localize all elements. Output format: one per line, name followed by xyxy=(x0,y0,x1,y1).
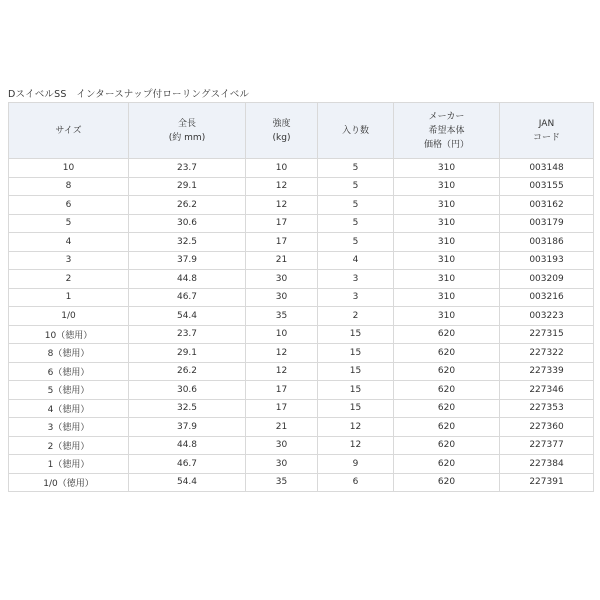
header-quantity-line: 入り数 xyxy=(341,125,369,136)
header-row xyxy=(9,103,594,159)
cell-strength: 30 xyxy=(246,455,318,474)
cell-strength: 30 xyxy=(246,288,318,307)
cell-price: 310 xyxy=(394,307,500,326)
cell-jan: 003179 xyxy=(500,214,594,233)
cell-size: 1（徳用） xyxy=(9,455,129,474)
cell-strength: 12 xyxy=(246,362,318,381)
cell-length: 54.4 xyxy=(129,473,246,492)
header-length-unit: (約 mm) xyxy=(168,132,206,143)
cell-quantity: 15 xyxy=(318,344,394,363)
table-body xyxy=(9,159,594,492)
header-strength-unit: (kg) xyxy=(272,132,291,143)
table-row xyxy=(9,251,594,270)
cell-jan: 227360 xyxy=(500,418,594,437)
cell-size: 8 xyxy=(9,177,129,196)
cell-strength: 21 xyxy=(246,251,318,270)
header-strength xyxy=(246,103,318,159)
header-strength-line: 強度 xyxy=(272,118,291,129)
cell-jan: 003216 xyxy=(500,288,594,307)
cell-jan: 003148 xyxy=(500,159,594,178)
cell-price: 620 xyxy=(394,473,500,492)
cell-size: 5（徳用） xyxy=(9,381,129,400)
cell-size: 1/0 xyxy=(9,307,129,326)
header-quantity xyxy=(318,103,394,159)
cell-size: 6（徳用） xyxy=(9,362,129,381)
cell-length: 30.6 xyxy=(129,214,246,233)
cell-jan: 003223 xyxy=(500,307,594,326)
cell-price: 310 xyxy=(394,159,500,178)
cell-quantity: 12 xyxy=(318,436,394,455)
cell-price: 310 xyxy=(394,270,500,289)
cell-strength: 35 xyxy=(246,307,318,326)
header-jan xyxy=(500,103,594,159)
table-row xyxy=(9,214,594,233)
cell-length: 37.9 xyxy=(129,251,246,270)
cell-length: 44.8 xyxy=(129,270,246,289)
cell-size: 10 xyxy=(9,159,129,178)
table-row xyxy=(9,288,594,307)
cell-size: 5 xyxy=(9,214,129,233)
table-row xyxy=(9,307,594,326)
cell-jan: 227346 xyxy=(500,381,594,400)
cell-jan: 227339 xyxy=(500,362,594,381)
cell-length: 23.7 xyxy=(129,159,246,178)
header-price-line-3: 価格（円） xyxy=(423,139,469,150)
cell-strength: 10 xyxy=(246,325,318,344)
cell-size: 8（徳用） xyxy=(9,344,129,363)
cell-price: 620 xyxy=(394,381,500,400)
cell-length: 23.7 xyxy=(129,325,246,344)
cell-quantity: 3 xyxy=(318,288,394,307)
table-row xyxy=(9,325,594,344)
cell-quantity: 6 xyxy=(318,473,394,492)
cell-quantity: 5 xyxy=(318,177,394,196)
cell-price: 620 xyxy=(394,399,500,418)
cell-jan: 003193 xyxy=(500,251,594,270)
cell-price: 310 xyxy=(394,251,500,270)
cell-strength: 35 xyxy=(246,473,318,492)
cell-size: 4（徳用） xyxy=(9,399,129,418)
cell-price: 310 xyxy=(394,196,500,215)
table-row xyxy=(9,399,594,418)
cell-size: 1 xyxy=(9,288,129,307)
cell-jan: 003162 xyxy=(500,196,594,215)
cell-length: 29.1 xyxy=(129,344,246,363)
cell-jan: 003186 xyxy=(500,233,594,252)
header-size-line: サイズ xyxy=(55,125,82,136)
cell-price: 310 xyxy=(394,177,500,196)
cell-price: 310 xyxy=(394,288,500,307)
spec-table xyxy=(8,102,594,492)
cell-price: 620 xyxy=(394,362,500,381)
page-title: DスイベルSS インタースナップ付ローリングスイベル xyxy=(8,89,250,100)
cell-strength: 21 xyxy=(246,418,318,437)
table-row xyxy=(9,159,594,178)
cell-size: 3（徳用） xyxy=(9,418,129,437)
cell-price: 620 xyxy=(394,325,500,344)
header-price-line-1: メーカー xyxy=(428,111,465,122)
header-jan-line-1: JAN xyxy=(538,118,555,129)
cell-jan: 227322 xyxy=(500,344,594,363)
cell-strength: 17 xyxy=(246,381,318,400)
header-length xyxy=(129,103,246,159)
table-row xyxy=(9,233,594,252)
cell-jan: 003155 xyxy=(500,177,594,196)
table-row xyxy=(9,270,594,289)
cell-size: 6 xyxy=(9,196,129,215)
cell-jan: 227315 xyxy=(500,325,594,344)
cell-size: 2（徳用） xyxy=(9,436,129,455)
cell-quantity: 12 xyxy=(318,418,394,437)
cell-quantity: 15 xyxy=(318,399,394,418)
table-row xyxy=(9,196,594,215)
cell-length: 30.6 xyxy=(129,381,246,400)
cell-jan: 227353 xyxy=(500,399,594,418)
cell-quantity: 4 xyxy=(318,251,394,270)
table-row xyxy=(9,418,594,437)
cell-price: 310 xyxy=(394,214,500,233)
table-header xyxy=(9,103,594,159)
cell-quantity: 9 xyxy=(318,455,394,474)
cell-quantity: 15 xyxy=(318,325,394,344)
cell-price: 620 xyxy=(394,418,500,437)
cell-price: 620 xyxy=(394,436,500,455)
cell-quantity: 2 xyxy=(318,307,394,326)
cell-quantity: 5 xyxy=(318,214,394,233)
cell-jan: 227391 xyxy=(500,473,594,492)
table-row xyxy=(9,344,594,363)
table-row xyxy=(9,177,594,196)
cell-length: 32.5 xyxy=(129,399,246,418)
cell-length: 46.7 xyxy=(129,455,246,474)
cell-size: 2 xyxy=(9,270,129,289)
cell-quantity: 15 xyxy=(318,362,394,381)
cell-length: 26.2 xyxy=(129,196,246,215)
cell-length: 46.7 xyxy=(129,288,246,307)
table-row xyxy=(9,455,594,474)
cell-quantity: 5 xyxy=(318,233,394,252)
cell-price: 620 xyxy=(394,344,500,363)
cell-jan: 003209 xyxy=(500,270,594,289)
cell-length: 37.9 xyxy=(129,418,246,437)
cell-strength: 12 xyxy=(246,196,318,215)
cell-length: 44.8 xyxy=(129,436,246,455)
cell-size: 1/0（徳用） xyxy=(9,473,129,492)
cell-jan: 227377 xyxy=(500,436,594,455)
cell-strength: 17 xyxy=(246,214,318,233)
table-row xyxy=(9,381,594,400)
cell-quantity: 15 xyxy=(318,381,394,400)
table-row xyxy=(9,473,594,492)
cell-strength: 30 xyxy=(246,270,318,289)
table-row xyxy=(9,436,594,455)
header-price xyxy=(394,103,500,159)
cell-strength: 12 xyxy=(246,344,318,363)
cell-jan: 227384 xyxy=(500,455,594,474)
cell-quantity: 5 xyxy=(318,159,394,178)
cell-quantity: 3 xyxy=(318,270,394,289)
header-size xyxy=(9,103,129,159)
header-price-line-2: 希望本体 xyxy=(428,125,465,136)
cell-length: 26.2 xyxy=(129,362,246,381)
cell-strength: 17 xyxy=(246,399,318,418)
table-row xyxy=(9,362,594,381)
cell-length: 32.5 xyxy=(129,233,246,252)
cell-quantity: 5 xyxy=(318,196,394,215)
cell-price: 310 xyxy=(394,233,500,252)
cell-strength: 30 xyxy=(246,436,318,455)
cell-length: 29.1 xyxy=(129,177,246,196)
cell-strength: 12 xyxy=(246,177,318,196)
cell-size: 3 xyxy=(9,251,129,270)
header-length-line: 全長 xyxy=(177,118,196,129)
cell-price: 620 xyxy=(394,455,500,474)
cell-size: 10（徳用） xyxy=(9,325,129,344)
cell-strength: 10 xyxy=(246,159,318,178)
cell-length: 54.4 xyxy=(129,307,246,326)
cell-size: 4 xyxy=(9,233,129,252)
header-jan-line-2: コード xyxy=(532,132,560,143)
cell-strength: 17 xyxy=(246,233,318,252)
